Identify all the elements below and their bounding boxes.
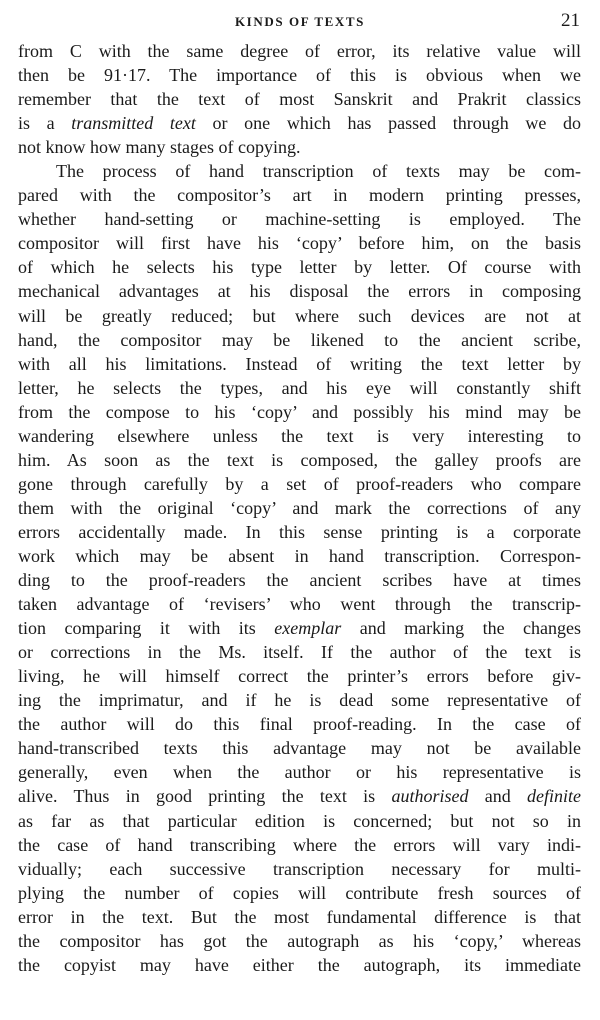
text-line: whether hand-setting or machine-setting is employed. The — [18, 209, 581, 230]
text-line: ding to the proof-readers the ancient scribes have at times — [18, 570, 581, 591]
italic-term: authorised — [391, 786, 469, 807]
body-text — [18, 39, 581, 977]
text-line: from the compose to his ‘copy’ and possibly his mind may be — [18, 401, 581, 422]
italic-term: definite — [527, 786, 581, 807]
text-line: hand-transcribed texts this advantage may not be available — [18, 738, 581, 759]
text-line: or corrections in the Ms. itself. If the author of the text is — [18, 642, 581, 663]
text-line: The process of hand transcription of texts may be com- — [56, 161, 581, 182]
text-line: the author will do this final proof-reading. In the case of — [18, 714, 581, 735]
text-line: not know how many stages of copying. — [18, 137, 301, 158]
text-line: then be 91·17. The importance of this is obvious when we — [18, 65, 581, 86]
text-line: taken advantage of ‘revisers’ who went through the transcrip- — [18, 594, 581, 615]
paragraph-1 — [18, 39, 581, 159]
text-line: hand, the compositor may be likened to the ancient scribe, — [18, 329, 581, 350]
text-line: vidually; each successive transcription necessary for multi- — [18, 858, 581, 879]
text-line: plying the number of copies will contribute fresh sources of — [18, 882, 581, 903]
text-line: the case of hand transcribing where the errors will vary indi- — [18, 834, 581, 855]
text-line: the copyist may have either the autograph, its immediate — [18, 954, 581, 975]
text-line: letter, he selects the types, and his eye will constantly shift — [18, 377, 581, 398]
text-line: from C with the same degree of error, its relative value will — [18, 41, 581, 61]
text-line: him. As soon as the text is composed, the galley proofs are — [18, 449, 581, 470]
text-line: error in the text. But the most fundamental difference is that — [18, 906, 581, 927]
text-line: tion comparing it with its exemplar and marking the changes — [18, 618, 581, 639]
text-line: errors accidentally made. In this sense printing is a corporate — [18, 521, 581, 542]
text-line: compositor will first have his ‘copy’ before him, on the basis — [18, 233, 581, 254]
italic-term: exemplar — [274, 618, 342, 639]
text-line: as far as that particular edition is concerned; but not so in — [18, 810, 581, 831]
text-line: gone through carefully by a set of proof-readers who compare — [18, 473, 581, 494]
running-head — [0, 12, 600, 34]
text-line: with all his limitations. Instead of writing the text letter by — [18, 353, 581, 374]
text-line: the compositor has got the autograph as his ‘copy,’ whereas — [18, 930, 581, 951]
text-line: alive. Thus in good printing the text is authorised and definite — [18, 786, 581, 807]
paragraph-2 — [18, 159, 581, 977]
text-line: remember that the text of most Sanskrit and Prakrit classics — [18, 89, 581, 110]
text-line: living, he will himself correct the printer’s errors before giv- — [18, 666, 581, 687]
text-line: them with the original ‘copy’ and mark the corrections of any — [18, 497, 581, 518]
text-line: is a transmitted text or one which has passed through we do — [18, 113, 581, 134]
text-line: mechanical advantages at his disposal the errors in composing — [18, 281, 581, 302]
text-line: of which he selects his type letter by letter. Of course with — [18, 257, 581, 278]
running-title: KINDS OF TEXTS — [234, 14, 366, 29]
page-number: 21 — [561, 10, 580, 31]
text-line: generally, even when the author or his representative is — [18, 762, 581, 783]
text-line: ing the imprimatur, and if he is dead some representative of — [18, 690, 581, 711]
text-line: pared with the compositor’s art in modern printing presses, — [18, 185, 581, 206]
italic-term: transmitted text — [71, 113, 196, 134]
text-line: work which may be absent in hand transcription. Correspon- — [18, 545, 581, 566]
text-line: wandering elsewhere unless the text is very interesting to — [18, 425, 581, 446]
text-line: will be greatly reduced; but where such devices are not at — [18, 305, 581, 326]
